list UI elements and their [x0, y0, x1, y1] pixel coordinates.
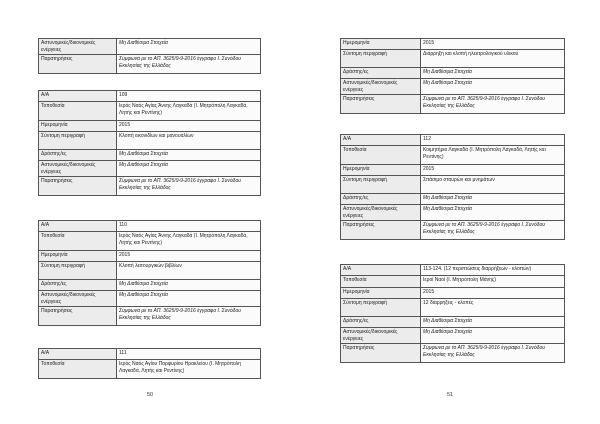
row-value: 2015 [117, 251, 261, 262]
row-label: Δράστης/ες [341, 317, 421, 328]
table-row [341, 205, 565, 221]
right-page [300, 0, 600, 424]
row-value: Μη Διαθέσιμα Στοιχεία [117, 291, 261, 307]
row-value: Σπάσιμο σταυρών και μνημάτων [421, 176, 565, 194]
row-label: Αστυνομικές/δικονομικές ενέργειες [39, 39, 117, 55]
table-row [39, 307, 261, 326]
row-value: Μη Διαθέσιμα Στοιχεία [421, 68, 565, 79]
row-label: Σύντομη περιγραφή [39, 132, 117, 150]
row-value: 113-124. (12 περιπτώσεις διαρρήξεων - κλοπών) [421, 265, 565, 276]
row-value: Σύμφωνα με το ΑΠ. 3625/9-9-2016 έγγραφο Ι. Συνόδου Εκκλησίας της Ελλάδος [117, 177, 261, 196]
row-value: Μη Διαθέσιμα Στοιχεία [117, 280, 261, 291]
row-label: Δράστης/ες [39, 150, 117, 161]
record-table-continued [38, 38, 261, 74]
row-value: 2015 [421, 288, 565, 299]
row-label: Παρατηρήσεις [39, 55, 117, 74]
row-value: Σύμφωνα με το ΑΠ. 3625/9-9-2016 έγγραφο Ι. Συνόδου Εκκλησίας της Ελλάδος [117, 307, 261, 326]
row-label: Τοποθεσία [39, 232, 117, 251]
row-label: Παρατηρήσεις [341, 344, 421, 363]
table-row [39, 132, 261, 150]
row-label: Αστυνομικές/δικονομικές ενέργειες [39, 161, 117, 177]
record-table-111-continued [340, 38, 565, 114]
record-table-111 [38, 348, 261, 379]
row-label: Ημερομηνία [341, 165, 421, 176]
row-label: Ημερομηνία [39, 251, 117, 262]
row-label: Δράστης/ες [39, 280, 117, 291]
table-row [341, 176, 565, 194]
row-value: Μη Διαθέσιμα Στοιχεία [421, 328, 565, 344]
row-label: Ημερομηνία [341, 39, 421, 50]
row-value: Διάρρηξη και κλοπή ηλεκτρολογικού υλικού [421, 50, 565, 68]
row-label: Τοποθεσία [39, 102, 117, 121]
row-value: Κοιμητήριο Λαγκαδά (Ι. Μητρόπολη Λαγκαδά, Λητής και Ρεντίνης) [421, 146, 565, 165]
row-value: Σύμφωνα με το ΑΠ. 3625/9-9-2016 έγγραφο Ι. Συνόδου Εκκλησίας της Ελλάδος [117, 55, 261, 74]
row-label: Δράστης/ες [341, 194, 421, 205]
table-row [39, 39, 261, 55]
table-row [39, 291, 261, 307]
table-row [341, 317, 565, 328]
row-value: 12 διαρρήξεις - κλοπές [421, 299, 565, 317]
table-row [39, 121, 261, 132]
row-value: 112 [421, 135, 565, 146]
table-row [39, 360, 261, 379]
table-row [39, 221, 261, 232]
table-row [39, 280, 261, 291]
row-value: Κλοπή λειτουργικών βιβλίων [117, 262, 261, 280]
table-row [341, 79, 565, 95]
row-label: Αστυνομικές/δικονομικές ενέργειες [39, 291, 117, 307]
table-row [341, 50, 565, 68]
row-label: Σύντομη περιγραφή [341, 299, 421, 317]
row-value: Μη Διαθέσιμα Στοιχεία [421, 79, 565, 95]
row-label: Ημερομηνία [39, 121, 117, 132]
table-row [341, 146, 565, 165]
row-value: Σύμφωνα με το ΑΠ. 3625/9-9-2016 έγγραφο Ι. Συνόδου Εκκλησίας της Ελλάδος [421, 344, 565, 363]
row-value: Ιερός Ναός Αγίας Άννης Λαγκαδά (Ι. Μητρόπολη Λαγκαδά, Λητής και Ρεντίνης) [117, 102, 261, 121]
row-label: Σύντομη περιγραφή [341, 176, 421, 194]
row-value: 111 [117, 349, 261, 360]
row-value: Ιερός Ναός Αγίου Πορφυρίου Ηρακλείου (Ι. Μητρόπολη Λαγκαδά, Λητής και Ρεντίνης) [117, 360, 261, 379]
record-table-109 [38, 90, 261, 196]
row-value: 109 [117, 91, 261, 102]
table-row [341, 221, 565, 240]
row-value: 2015 [421, 39, 565, 50]
table-row [39, 251, 261, 262]
table-row [39, 177, 261, 196]
table-row [39, 91, 261, 102]
table-row [341, 265, 565, 276]
row-value: 110 [117, 221, 261, 232]
row-label: Α/Α [341, 135, 421, 146]
row-label: Τοποθεσία [39, 360, 117, 379]
table-row [341, 328, 565, 344]
page-number: 50 [147, 392, 154, 398]
row-label: Α/Α [341, 265, 421, 276]
table-row [39, 262, 261, 280]
row-value: 2015 [117, 121, 261, 132]
table-row [39, 102, 261, 121]
row-value: Ιεροί Ναοί (Ι. Μητρόπολη Μάνης) [421, 276, 565, 288]
table-row [341, 194, 565, 205]
table-row [39, 55, 261, 74]
row-label: Α/Α [39, 91, 117, 102]
row-value: Σύμφωνα με το ΑΠ. 3625/9-9-2016 έγγραφο Ι. Συνόδου Εκκλησίας της Ελλάδος [421, 221, 565, 240]
table-row [341, 39, 565, 50]
row-label: Α/Α [39, 221, 117, 232]
row-value: Μη Διαθέσιμα Στοιχεία [421, 205, 565, 221]
row-label: Σύντομη περιγραφή [341, 50, 421, 68]
table-row [39, 161, 261, 177]
table-row [341, 95, 565, 114]
table-row [39, 232, 261, 251]
table-row [341, 288, 565, 299]
row-label: Αστυνομικές/δικονομικές ενέργειες [341, 328, 421, 344]
record-table-113-124 [340, 264, 565, 363]
row-label: Δράστης/ες [341, 68, 421, 79]
record-table-110 [38, 220, 261, 326]
row-label: Α/Α [39, 349, 117, 360]
table-row [341, 276, 565, 288]
row-label: Παρατηρήσεις [39, 177, 117, 196]
row-value: 2015 [421, 165, 565, 176]
row-label: Τοποθεσία [341, 146, 421, 165]
row-value: Μη Διαθέσιμα Στοιχεία [421, 317, 565, 328]
row-value: Σύμφωνα με το ΑΠ. 3625/9-9-2016 έγγραφο Ι. Συνόδου Εκκλησίας της Ελλάδος [421, 95, 565, 114]
table-row [341, 344, 565, 363]
row-label: Αστυνομικές/δικονομικές ενέργειες [341, 79, 421, 95]
table-row [341, 68, 565, 79]
row-label: Τοποθεσία [341, 276, 421, 288]
record-table-112 [340, 134, 565, 240]
row-label: Παρατηρήσεις [39, 307, 117, 326]
table-row [341, 299, 565, 317]
table-row [39, 150, 261, 161]
page-number: 51 [447, 392, 454, 398]
row-label: Σύντομη περιγραφή [39, 262, 117, 280]
table-row [341, 165, 565, 176]
row-label: Αστυνομικές/δικονομικές ενέργειες [341, 205, 421, 221]
row-label: Ημερομηνία [341, 288, 421, 299]
row-value: Ιερός Ναός Αγίας Άννης Λαγκαδά (Ι. Μητρόπολη Λαγκαδά, Λητής και Ρεντίνης) [117, 232, 261, 251]
row-value: Κλοπή εικονιδίων και μανουαλίων [117, 132, 261, 150]
row-value: Μη Διαθέσιμα Στοιχεία [421, 194, 565, 205]
row-value: Μη Διαθέσιμα Στοιχεία [117, 161, 261, 177]
row-label: Παρατηρήσεις [341, 221, 421, 240]
row-value: Μη Διαθέσιμα Στοιχεία [117, 150, 261, 161]
table-row [39, 349, 261, 360]
table-row [341, 135, 565, 146]
row-label: Παρατηρήσεις [341, 95, 421, 114]
row-value: Μη Διαθέσιμα Στοιχεία [117, 39, 261, 55]
